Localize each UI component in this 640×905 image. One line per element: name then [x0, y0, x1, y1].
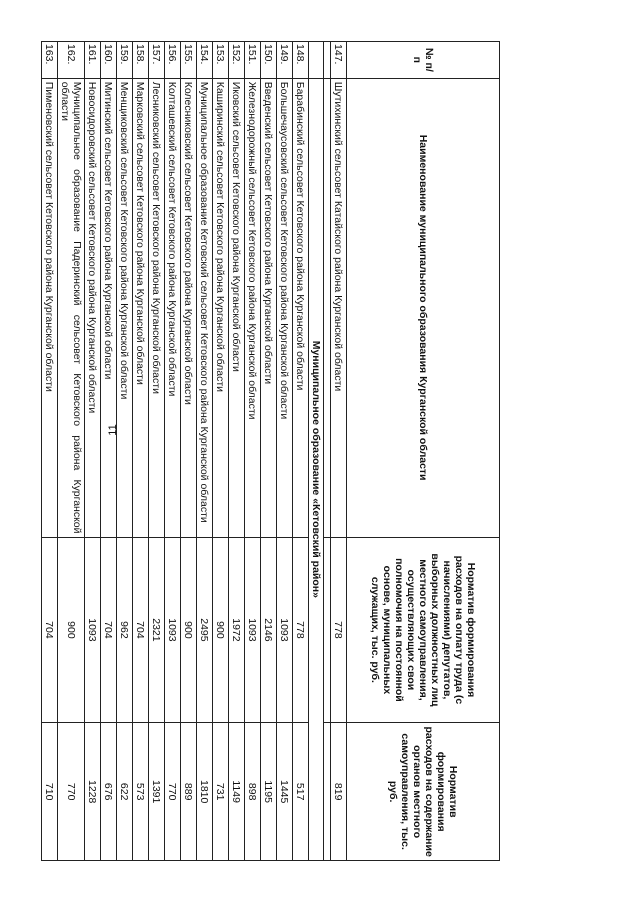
- row-name: Колесниковский сельсовет Кетовского района Курганской области: [181, 78, 197, 537]
- row-num: 163.: [42, 42, 58, 79]
- header-name: Наименование муниципального образования Курганской области: [347, 78, 500, 537]
- page-number: 11: [107, 424, 119, 436]
- section-title: Муниципальное образование «Кетовский район»: [309, 78, 324, 860]
- row-name: Железнодорожный сельсовет Кетовского района Курганской области: [245, 78, 261, 537]
- row-name: Менщиковский сельсовет Кетовского района Курганской области: [117, 78, 133, 537]
- row-pay: 778: [293, 537, 309, 723]
- row-num: 150.: [261, 42, 277, 79]
- row-maint: 731: [213, 723, 229, 861]
- row-num: 151.: [245, 42, 261, 79]
- row-num: 160.: [101, 42, 117, 79]
- row-num: 149.: [277, 42, 293, 79]
- row-pay: 704: [133, 537, 149, 723]
- table-row: [331, 42, 347, 861]
- row-maint: 676: [101, 723, 117, 861]
- row-pay: 704: [42, 537, 58, 723]
- table-row: [261, 42, 277, 861]
- row-num: 162.: [58, 42, 85, 79]
- table-row: [133, 42, 149, 861]
- row-maint: 517: [293, 723, 309, 861]
- document-table-container: [43, 41, 500, 861]
- table-row: [293, 42, 309, 861]
- row-maint: 622: [117, 723, 133, 861]
- row-maint: 819: [331, 723, 347, 861]
- table-row: [229, 42, 245, 861]
- row-maint: 1149: [229, 723, 245, 861]
- row-pay: 900: [213, 537, 229, 723]
- row-maint: 1228: [85, 723, 101, 861]
- row-num: 155.: [181, 42, 197, 79]
- row-name: Введенский сельсовет Кетовского района Курганской области: [261, 78, 277, 537]
- row-num: 161.: [85, 42, 101, 79]
- table-row: [117, 42, 133, 861]
- table-row: [85, 42, 101, 861]
- row-pay: 704: [101, 537, 117, 723]
- row-pay: 2495: [197, 537, 213, 723]
- row-maint: 1195: [261, 723, 277, 861]
- row-pay: 778: [331, 537, 347, 723]
- row-pay: 900: [181, 537, 197, 723]
- row-name: Муниципальное образование Кетовский сельсовет Кетовского района Курганской области: [197, 78, 213, 537]
- row-pay: 1093: [85, 537, 101, 723]
- table-row: [277, 42, 293, 861]
- row-maint: 1391: [149, 723, 165, 861]
- header-norm-maint: Норматив формирования расходов на содержание органов местного самоуправления, тыс. руб.: [347, 723, 500, 861]
- row-maint: 573: [133, 723, 149, 861]
- row-maint: 770: [165, 723, 181, 861]
- row-num: 152.: [229, 42, 245, 79]
- row-num: 147.: [331, 42, 347, 79]
- row-name: Пименовский сельсовет Кетовского района Курганской области: [42, 78, 58, 537]
- row-num: 148.: [293, 42, 309, 79]
- norms-table: [41, 41, 500, 861]
- table-row: [101, 42, 117, 861]
- header-row: [347, 42, 500, 861]
- row-name: Каширинский сельсовет Кетовского района Курганской области: [213, 78, 229, 537]
- table-row: [245, 42, 261, 861]
- row-pay: 900: [58, 537, 85, 723]
- row-num: 153.: [213, 42, 229, 79]
- row-num: 159.: [117, 42, 133, 79]
- row-pay: 1972: [229, 537, 245, 723]
- row-name: Иковский сельсовет Кетовского района Курганской области: [229, 78, 245, 537]
- row-name: Колташевский сельсовет Кетовского района Курганской области: [165, 78, 181, 537]
- row-pay: 1093: [277, 537, 293, 723]
- row-maint: 770: [58, 723, 85, 861]
- spacer-row: [324, 42, 331, 861]
- header-num: № п/п: [347, 42, 500, 79]
- table-row: [149, 42, 165, 861]
- table-row: [181, 42, 197, 861]
- row-num: 154.: [197, 42, 213, 79]
- row-maint: 898: [245, 723, 261, 861]
- row-pay: 2321: [149, 537, 165, 723]
- row-name: Новосидоровский сельсовет Кетовского района Курганской области: [85, 78, 101, 537]
- row-maint: 1445: [277, 723, 293, 861]
- section-row: [309, 42, 324, 861]
- row-maint: 710: [42, 723, 58, 861]
- row-name: Митинский сельсовет Кетовского района Курганской области: [101, 78, 117, 537]
- table-row: [197, 42, 213, 861]
- row-pay: 962: [117, 537, 133, 723]
- row-name: Марковский сельсовет Кетовского района Курганской области: [133, 78, 149, 537]
- table-row: [58, 42, 85, 861]
- table-row: [42, 42, 58, 861]
- row-num: 156.: [165, 42, 181, 79]
- row-name: Муниципальное образование Падеринский сельсовет Кетовского района Курганской области: [58, 78, 85, 537]
- row-name: Лесниковский сельсовет Кетовского района Курганской области: [149, 78, 165, 537]
- table-row: [213, 42, 229, 861]
- row-pay: 1093: [245, 537, 261, 723]
- row-name: Барабинский сельсовет Кетовского района Курганской области: [293, 78, 309, 537]
- table-row: [165, 42, 181, 861]
- row-pay: 1093: [165, 537, 181, 723]
- row-maint: 1810: [197, 723, 213, 861]
- row-pay: 2146: [261, 537, 277, 723]
- row-num: 157.: [149, 42, 165, 79]
- row-name: Шутихинский сельсовет Катайского района Курганской области: [331, 78, 347, 537]
- row-num: 158.: [133, 42, 149, 79]
- row-maint: 889: [181, 723, 197, 861]
- row-name: Большечаусовский сельсовет Кетовского района Курганской области: [277, 78, 293, 537]
- header-norm-pay: Норматив формирования расходов на оплату труда (с начислениями) депутатов, выборных должностных лиц местного самоуправления, осуществляющих свои полномочия на постоянной основе, муниципальных служащих, тыс. руб.: [347, 537, 500, 723]
